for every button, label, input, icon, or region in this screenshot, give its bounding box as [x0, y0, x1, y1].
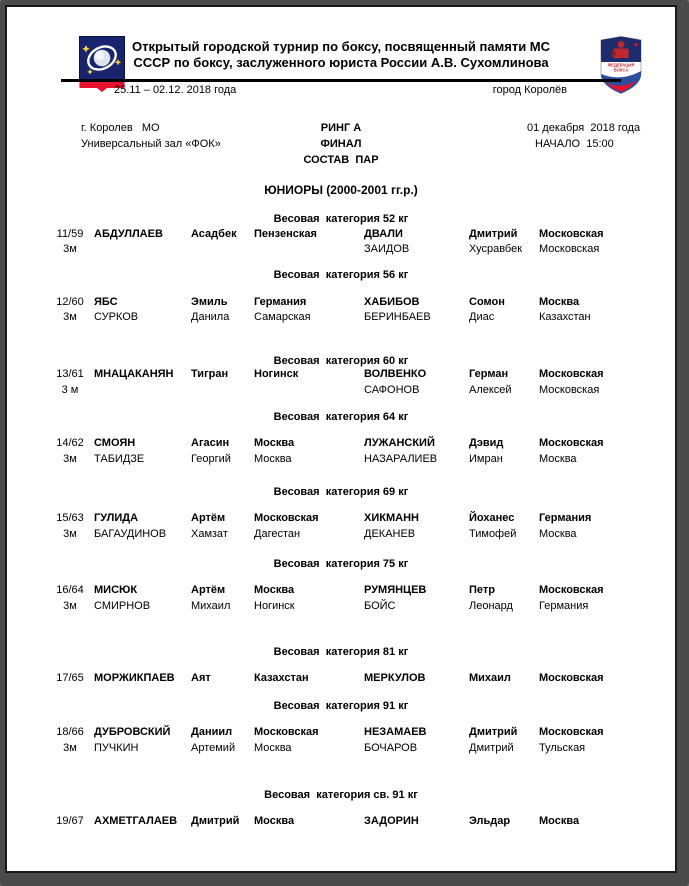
blue-firstname: Эльдар	[469, 815, 511, 827]
red-region: Дагестан	[254, 528, 301, 540]
bout-number: 17/65	[56, 672, 84, 684]
red-firstname: Артём	[191, 512, 226, 524]
blue-surname: ДВАЛИ	[364, 228, 403, 240]
event-date: 01 декабря 2018 года	[527, 122, 641, 134]
bout-row	[7, 600, 675, 615]
red-region: Московская	[254, 726, 319, 738]
blue-region: Тульская	[539, 742, 586, 754]
blue-firstname: Имран	[469, 453, 503, 465]
red-surname: МИСЮК	[94, 584, 138, 596]
blue-surname: ВОЛВЕНКО	[364, 368, 427, 380]
bout-number: 3м	[63, 528, 77, 540]
bout-row	[7, 384, 675, 399]
weight-category-title: Весовая категория 64 кг	[273, 411, 409, 423]
blue-firstname: Михаил	[469, 672, 511, 684]
red-region: Москва	[254, 815, 295, 827]
blue-surname: БЕРИНБАЕВ	[364, 311, 431, 323]
blue-region: Московская	[539, 368, 604, 380]
bout-number: 3 м	[61, 384, 79, 396]
red-firstname: Артём	[191, 584, 226, 596]
blue-surname: ХАБИБОВ	[364, 296, 420, 308]
bout-row	[7, 243, 675, 258]
red-region: Самарская	[254, 311, 311, 323]
bout-row	[7, 584, 675, 599]
weight-category-title: Весовая категория 60 кг	[273, 355, 409, 367]
blue-region: Московская	[539, 437, 604, 449]
stage-label: ФИНАЛ	[320, 138, 362, 150]
blue-surname: БОЧАРОВ	[364, 742, 418, 754]
bout-number: 11/59	[56, 228, 84, 240]
bout-number: 3м	[63, 600, 77, 612]
red-surname: АХМЕТГАЛАЕВ	[94, 815, 178, 827]
weight-category-title: Весовая категория 91 кг	[273, 700, 409, 712]
blue-firstname: Диас	[469, 311, 495, 323]
bout-number: 14/62	[56, 437, 84, 449]
blue-surname: ДЕКАНЕВ	[364, 528, 416, 540]
blue-region: Москва	[539, 815, 580, 827]
emblem-text-line1: ФЕДЕРАЦИЯ	[607, 62, 635, 68]
red-firstname: Дмитрий	[191, 815, 240, 827]
blue-firstname: Хусравбек	[469, 243, 523, 255]
red-surname: БАГАУДИНОВ	[94, 528, 167, 540]
pairs-list-title: СОСТАВ ПАР	[303, 154, 379, 166]
blue-region: Германия	[539, 512, 592, 524]
blue-region: Москва	[539, 296, 580, 308]
red-firstname: Агасин	[191, 437, 230, 449]
blue-surname: МЕРКУЛОВ	[364, 672, 426, 684]
blue-firstname: Тимофей	[469, 528, 517, 540]
bout-number: 18/66	[56, 726, 84, 738]
blue-surname: НАЗАРАЛИЕВ	[364, 453, 438, 465]
red-region: Московская	[254, 512, 319, 524]
red-firstname: Данила	[191, 311, 230, 323]
red-region: Ногинск	[254, 600, 295, 612]
bout-row	[7, 311, 675, 326]
red-surname: ТАБИДЗЕ	[94, 453, 145, 465]
age-group-title: ЮНИОРЫ (2000-2001 гг.р.)	[264, 183, 418, 197]
red-surname: МНАЦАКАНЯН	[94, 368, 174, 380]
red-region: Москва	[254, 437, 295, 449]
red-region: Германия	[254, 296, 307, 308]
blue-region: Московская	[539, 228, 604, 240]
event-start-time: НАЧАЛО 15:00	[535, 138, 614, 150]
red-region: Москва	[254, 453, 292, 465]
red-firstname: Даниил	[191, 726, 233, 738]
red-surname: СМИРНОВ	[94, 600, 151, 612]
red-region: Москва	[254, 584, 295, 596]
weight-category-title: Весовая категория 69 кг	[273, 486, 409, 498]
bout-number: 16/64	[56, 584, 84, 596]
red-surname: СУРКОВ	[94, 311, 139, 323]
red-firstname: Аят	[191, 672, 211, 684]
bout-row	[7, 512, 675, 527]
blue-firstname: Сомон	[469, 296, 505, 308]
bout-row	[7, 437, 675, 452]
bout-row	[7, 453, 675, 468]
blue-region: Казахстан	[539, 311, 591, 323]
red-firstname: Михаил	[191, 600, 231, 612]
blue-firstname: Йоханес	[469, 512, 515, 524]
blue-region: Германия	[539, 600, 589, 612]
red-firstname: Эмиль	[191, 296, 228, 308]
blue-region: Московская	[539, 243, 600, 255]
tournament-title-line1: Открытый городской турнир по боксу, посвященный памяти МС	[131, 39, 551, 54]
bout-row	[7, 296, 675, 311]
blue-firstname: Леонард	[469, 600, 513, 612]
blue-surname: БОЙС	[364, 600, 396, 612]
blue-firstname: Дмитрий	[469, 228, 518, 240]
blue-region: Московская	[539, 726, 604, 738]
tournament-dates: 25.11 – 02.12. 2018 года	[114, 84, 237, 96]
bout-row	[7, 726, 675, 741]
red-surname: ДУБРОВСКИЙ	[94, 726, 171, 738]
blue-surname: САФОНОВ	[364, 384, 420, 396]
weight-category-title: Весовая категория 56 кг	[273, 269, 409, 281]
bout-number: 15/63	[56, 512, 84, 524]
blue-surname: ЗАДОРИН	[364, 815, 419, 827]
blue-surname: ХИКМАНН	[364, 512, 419, 524]
red-surname: АБДУЛЛАЕВ	[94, 228, 163, 240]
blue-firstname: Дмитрий	[469, 742, 514, 754]
red-surname: МОРЖИКПАЕВ	[94, 672, 175, 684]
bout-row	[7, 368, 675, 383]
bout-row	[7, 228, 675, 243]
weight-category-title: Весовая категория 81 кг	[273, 646, 409, 658]
venue-hall: Универсальный зал «ФОК»	[81, 138, 221, 150]
weight-category-title: Весовая категория 52 кг	[273, 213, 409, 225]
bout-number: 12/60	[56, 296, 84, 308]
tournament-title-line2: СССР по боксу, заслуженного юриста России А.В. Сухомлинова	[133, 55, 549, 70]
blue-region: Московская	[539, 672, 604, 684]
weight-category-title: Весовая категория 75 кг	[273, 558, 409, 570]
bout-row	[7, 815, 675, 830]
blue-region: Москва	[539, 453, 577, 465]
bout-number: 3м	[63, 453, 77, 465]
red-firstname: Хамзат	[191, 528, 228, 540]
blue-firstname: Герман	[469, 368, 509, 380]
red-surname: ЯБС	[94, 296, 118, 308]
bout-number: 3м	[63, 243, 77, 255]
red-surname: СМОЯН	[94, 437, 136, 449]
blue-surname: ЗАИДОВ	[364, 243, 410, 255]
red-firstname: Тигран	[191, 368, 229, 380]
red-surname: ПУЧКИН	[94, 742, 139, 754]
bout-row	[7, 528, 675, 543]
bout-number: 19/67	[56, 815, 84, 827]
bout-sections	[7, 7, 675, 871]
red-surname: ГУЛИДА	[94, 512, 139, 524]
blue-firstname: Алексей	[469, 384, 512, 396]
bout-number: 13/61	[56, 368, 84, 380]
document-page	[5, 5, 677, 873]
bout-row	[7, 672, 675, 687]
weight-category-title: Весовая категория св. 91 кг	[264, 789, 418, 801]
red-firstname: Асадбек	[191, 228, 237, 240]
bout-row	[7, 742, 675, 757]
blue-region: Московская	[539, 384, 600, 396]
blue-firstname: Дэвид	[469, 437, 504, 449]
red-region: Москва	[254, 742, 292, 754]
bout-number: 3м	[63, 742, 77, 754]
red-region: Пензенская	[254, 228, 317, 240]
red-region: Ногинск	[254, 368, 299, 380]
blue-region: Московская	[539, 584, 604, 596]
emblem-text-line2: БОКСА	[613, 67, 629, 73]
venue-city: г. Королев МО	[81, 122, 160, 134]
blue-firstname: Дмитрий	[469, 726, 518, 738]
bout-number: 3м	[63, 311, 77, 323]
blue-surname: НЕЗАМАЕВ	[364, 726, 427, 738]
blue-surname: ЛУЖАНСКИЙ	[364, 437, 435, 449]
blue-surname: РУМЯНЦЕВ	[364, 584, 427, 596]
blue-firstname: Петр	[469, 584, 495, 596]
red-firstname: Георгий	[191, 453, 231, 465]
red-region: Казахстан	[254, 672, 309, 684]
red-firstname: Артемий	[191, 742, 236, 754]
ring-label: РИНГ А	[320, 122, 362, 134]
tournament-city: город Королёв	[492, 84, 567, 96]
blue-region: Москва	[539, 528, 577, 540]
